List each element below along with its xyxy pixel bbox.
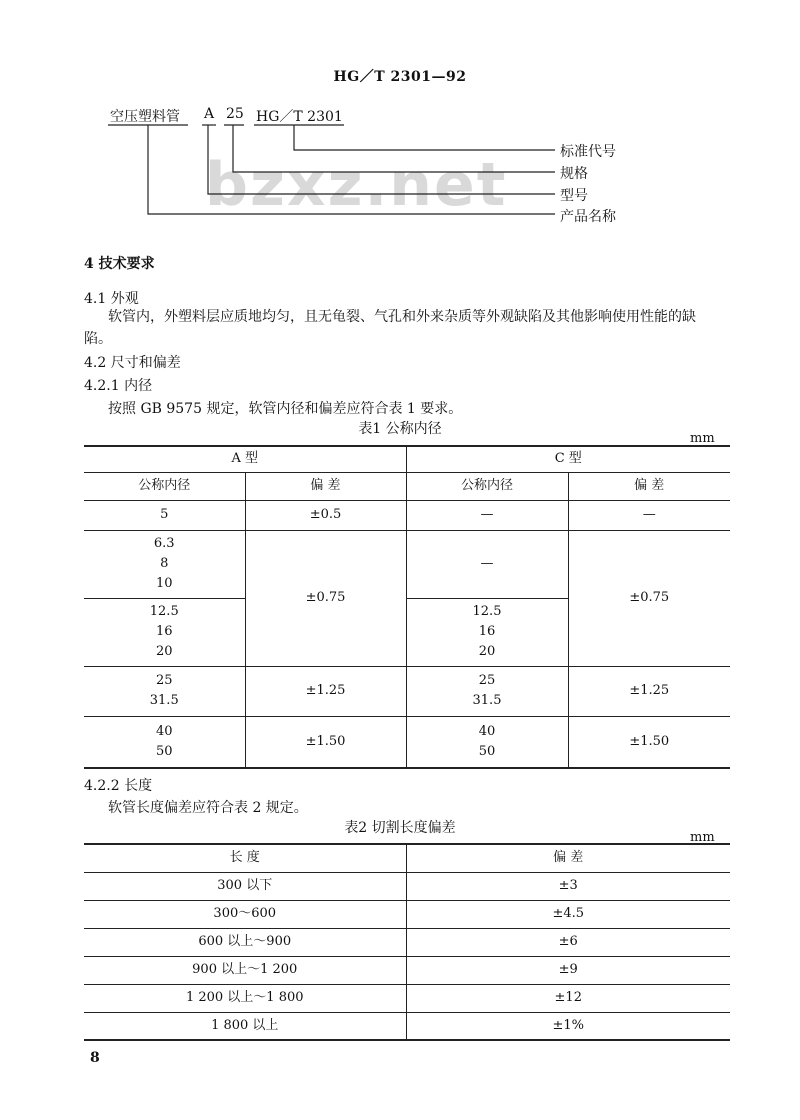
- label-product-name: 产品名称: [560, 209, 616, 225]
- table2-header-length: 长 度: [84, 844, 406, 872]
- table2-deviation-cell: ±9: [558, 962, 578, 977]
- table1-header-a-dia: 公称内径: [84, 472, 245, 500]
- marking-product-name: 空压塑料管: [110, 109, 180, 125]
- watermark: bzxz.net: [205, 150, 508, 220]
- marking-size: 25: [226, 106, 244, 122]
- section-4-1-para-cont: 陷。: [84, 331, 112, 347]
- table1-c-dev-cell: ±0.75: [629, 590, 670, 605]
- table-row: [84, 956, 730, 984]
- section-4-2-1-para: 按照 GB 9575 规定，软管内径和偏差应符合表 1 要求。: [108, 401, 463, 417]
- table1-a-dia-cell: 5: [84, 500, 245, 530]
- table2-caption: 表2 切割长度偏差: [344, 820, 456, 836]
- table2-length-cell: 300 以下: [84, 872, 406, 900]
- table2-deviation-cell: ±6: [558, 934, 578, 949]
- label-standard-code: 标准代号: [560, 144, 616, 160]
- table2-length-cell: 1 800 以上: [84, 1012, 406, 1040]
- marking-standard: HG／T 2301: [256, 109, 343, 125]
- table2-deviation-cell: ±3: [558, 878, 578, 893]
- table1-unit: mm: [690, 431, 715, 446]
- table1-c-dev-cell: ±1.50: [629, 733, 670, 749]
- document-header: HG／T 2301—92: [333, 69, 467, 85]
- table2-length-cell: 1 200 以上～1 800: [84, 984, 406, 1012]
- section-4-2-2-para: 软管长度偏差应符合表 2 规定。: [108, 800, 308, 816]
- table1-group-a: A 型: [84, 446, 406, 472]
- label-size: 规格: [560, 166, 588, 182]
- table1-a-dia-cell: 25 31.5: [84, 666, 245, 716]
- table1-c-dia-cell: —: [406, 500, 568, 530]
- table-row: [84, 1012, 730, 1040]
- table1-a-dia-cell: 40 50: [84, 716, 245, 768]
- table1-caption: 表1 公称内径: [358, 421, 442, 437]
- table-row: [84, 928, 730, 956]
- section-4-1-title: 4.1 外观: [84, 291, 139, 307]
- table1-header-c-dev: 偏 差: [634, 478, 665, 493]
- table2-deviation-cell: ±4.5: [552, 906, 585, 921]
- marking-type: A: [204, 106, 215, 122]
- table1-group-c: C 型: [554, 451, 582, 467]
- table1-c-dev-cell: ±1.25: [629, 683, 670, 698]
- table1-c-dia-cell: 25 31.5: [406, 666, 568, 716]
- table1-a-dia-cell: 12.5 16 20: [84, 598, 245, 666]
- section-4-2-1-title: 4.2.1 内径: [84, 378, 153, 394]
- table1-header-c-dia: 公称内径: [406, 472, 568, 500]
- table-row: [84, 900, 730, 928]
- table2-length-cell: 300～600: [84, 900, 406, 928]
- table2-header-deviation: 偏 差: [553, 850, 584, 866]
- table1-a-dia-cell: 6.3 8 10: [84, 530, 245, 598]
- table1-c-dev-cell: —: [642, 507, 656, 522]
- table1-c-dia-cell: 12.5 16 20: [406, 598, 568, 666]
- table1-a-dev-cell: ±0.5: [245, 500, 406, 530]
- section-4-title: 4 技术要求: [84, 256, 155, 272]
- table2-length-cell: 600 以上～900: [84, 928, 406, 956]
- table-row: [84, 984, 730, 1012]
- section-4-2-2-title: 4.2.2 长度: [84, 778, 153, 794]
- table-row: [84, 872, 730, 900]
- table2-unit: mm: [690, 830, 715, 845]
- table2-length-cell: 900 以上～1 200: [84, 956, 406, 984]
- table1-a-dev-cell: ±0.75: [245, 530, 406, 666]
- table1-c-dia-cell: —: [406, 530, 568, 598]
- page-number: 8: [90, 1050, 100, 1066]
- table2: [84, 843, 730, 1041]
- table1-a-dev-cell: ±1.50: [245, 716, 406, 768]
- table1-c-dia-cell: 40 50: [406, 716, 568, 768]
- section-4-2-title: 4.2 尺寸和偏差: [84, 355, 181, 371]
- table1: [84, 445, 730, 769]
- section-4-1-para: 软管内，外塑料层应质地均匀，且无龟裂、气孔和外来杂质等外观缺陷及其他影响使用性能的缺: [108, 309, 696, 325]
- table1-a-dev-cell: ±1.25: [245, 666, 406, 716]
- table2-deviation-cell: ±12: [554, 990, 582, 1005]
- table2-deviation-cell: ±1%: [552, 1017, 585, 1033]
- label-type: 型号: [560, 188, 588, 204]
- table1-header-a-dev: 偏 差: [245, 472, 406, 500]
